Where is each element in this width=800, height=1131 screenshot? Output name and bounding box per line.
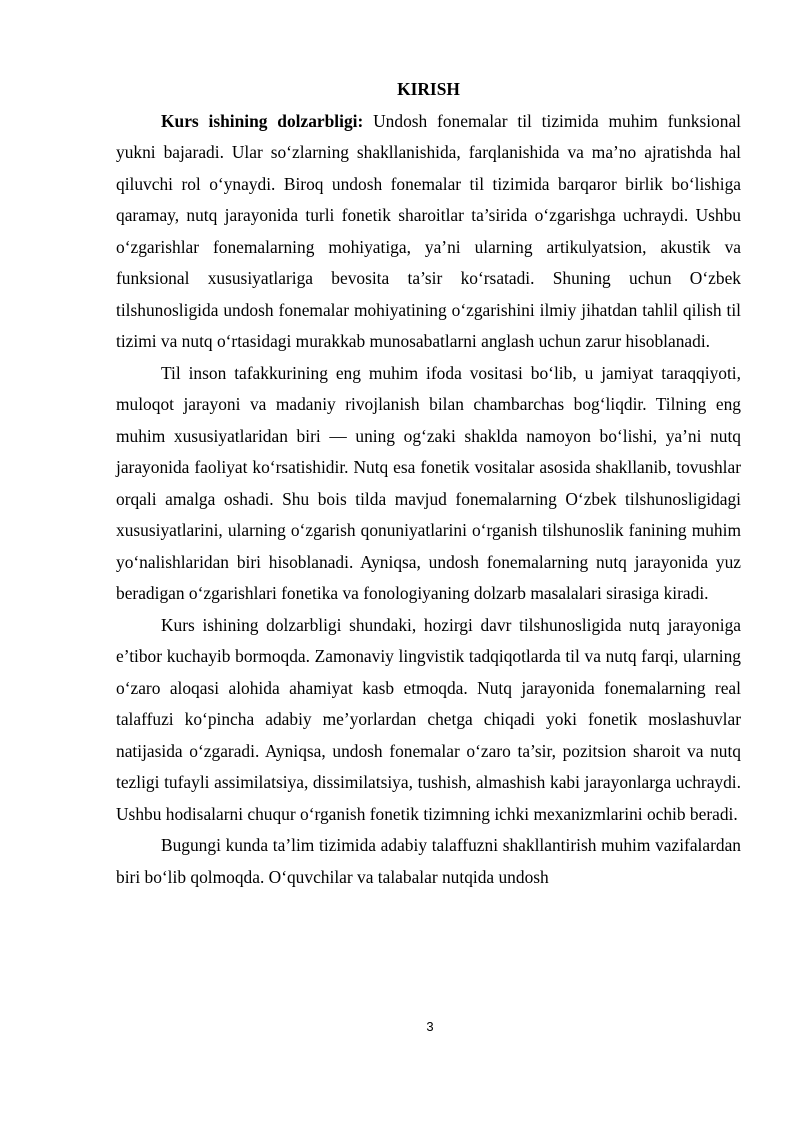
paragraph-relevance xyxy=(116,106,741,358)
document-page xyxy=(116,74,741,893)
paragraph-lead-bold: Kurs ishining dolzarbligi: xyxy=(161,110,364,131)
page-number: 3 xyxy=(426,1019,434,1034)
section-title: KIRISH xyxy=(397,79,460,99)
paragraph-speech-process: Kurs ishining dolzarbligi shundaki, hozirgi davr tilshunosligida nutq jarayoniga e’tibor kuchayib bormoqda. Zamonaviy lingvistik tadqiqotlarda til va nutq farqi, ularning o‘zaro aloqasi alohida ahamiyat kasb etmoqda. Nutq jarayonida fonemalarning real talaffuzi ko‘pincha adabiy me’yorlardan chetga chiqadi yoki fonetik moslashuvlar natijasida o‘zgaradi. Ayniqsa, undosh fonemalar o‘zaro ta’sir, pozitsion sharoit va nutq tezligi tufayli assimilatsiya, dissimilatsiya, tushish, almashish kabi jarayonlarga uchraydi. Ushbu hodisalarni chuqur o‘rganish fonetik tizimning ichki mexanizmlarini ochib beradi. xyxy=(116,614,741,824)
paragraph-text: Undosh fonemalar til tizimida muhim funksional yukni bajaradi. Ular so‘zlarning shakllanishida, farqlanishida va ma’no ajratishda hal qiluvchi rol o‘ynaydi. Biroq undosh fonemalar til tizimida barqaror birlik bo‘lishiga qaramay, nutq jarayonida turli fonetik sharoitlar ta’sirida o‘zgarishga uchraydi. Ushbu o‘zgarishlar fonemalarning mohiyatiga, ya’ni ularning artikulyatsion, akustik va funksional xususiyatlariga bevosita ta’sir ko‘rsatadi. Shuning uchun O‘zbek tilshunosligida undosh fonemalar mohiyatining o‘zgarishini ilmiy jihatdan tahlil qilish til tizimi va nutq o‘rtasidagi murakkab munosabatlarni anglash uchun zarur hisoblanadi. xyxy=(116,110,742,351)
paragraph-language: Til inson tafakkurining eng muhim ifoda vositasi bo‘lib, u jamiyat taraqqiyoti, muloqot jarayoni va madaniy rivojlanish bilan chambarchas bog‘liqdir. Tilning eng muhim xususiyatlaridan biri — uning og‘zaki shaklda namoyon bo‘lishi, ya’ni nutq jarayonida faoliyat ko‘rsatishidir. Nutq esa fonetik vositalar asosida shakllanib, tovushlar orqali amalga oshadi. Shu bois tilda mavjud fonemalarning O‘zbek tilshunosligidagi xususiyatlarini, ularning o‘zgarish qonuniyatlarini o‘rganish tilshunoslik fanining muhim yo‘nalishlaridan biri hisoblanadi. Ayniqsa, undosh fonemalarning nutq jarayonida yuz beradigan o‘zgarishlari fonetika va fonologiyaning dolzarb masalalari sirasiga kiradi. xyxy=(116,362,741,603)
paragraph-education: Bugungi kunda ta’lim tizimida adabiy talaffuzni shakllantirish muhim vazifalardan biri bo‘lib qolmoqda. O‘quvchilar va talabalar nutqida undosh xyxy=(116,835,741,887)
